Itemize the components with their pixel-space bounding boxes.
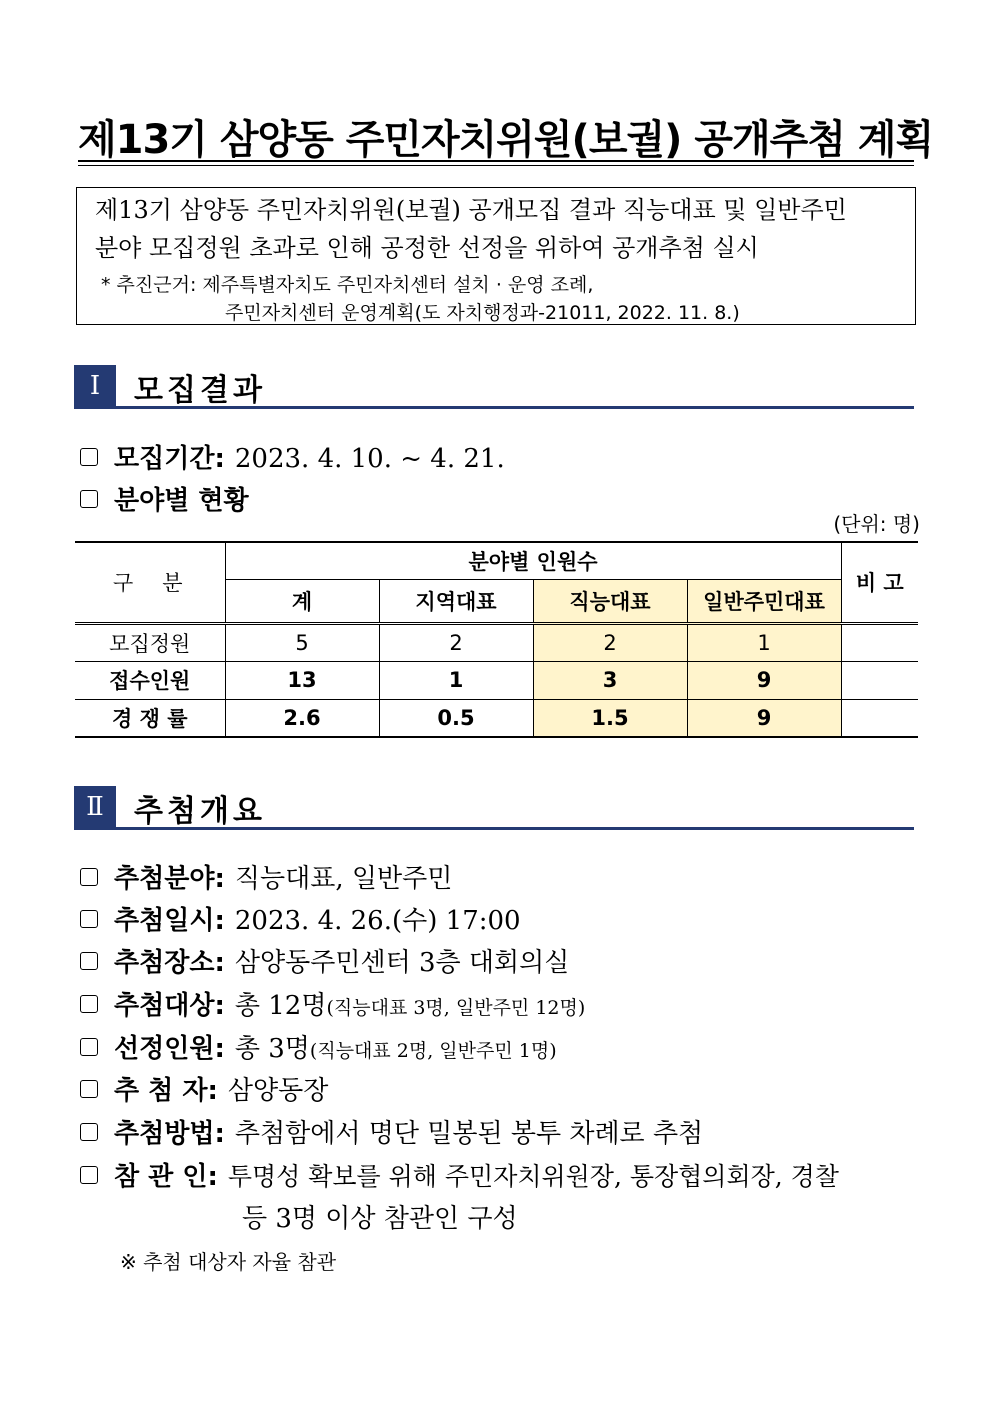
section-2-rule	[74, 827, 914, 830]
draw-item-value: 삼양동주민센터 3층 대회의실	[234, 948, 570, 978]
section-2-title: 추첨개요	[134, 794, 266, 829]
checkbox-square-icon	[80, 1038, 98, 1056]
draw-item-detail: (직능대표 2명, 일반주민 1명)	[309, 1040, 557, 1062]
checkbox-square-icon	[80, 995, 98, 1013]
row-ratio-label: 경 쟁 률	[75, 699, 225, 737]
summary-box	[76, 187, 916, 325]
page-title: 제13기 삼양동 주민자치위원(보궐) 공개추첨 계획	[78, 117, 934, 163]
table-cell: 13	[225, 661, 379, 699]
table-cell: 3	[533, 661, 687, 699]
draw-item-label: 참 관 인:	[114, 1162, 218, 1192]
summary-line-1: 제13기 삼양동 주민자치위원(보궐) 공개모집 결과 직능대표 및 일반주민	[95, 196, 847, 224]
header-general: 일반주민대표	[687, 579, 841, 623]
table-cell: 0.5	[379, 699, 533, 737]
recruit-result-table	[75, 541, 918, 738]
table-cell: 2.6	[225, 699, 379, 737]
draw-item	[80, 861, 452, 897]
recruit-period-row	[80, 441, 505, 477]
header-category: 구 분	[75, 542, 225, 623]
draw-item-label: 추첨장소:	[114, 948, 225, 978]
row-applicants-label: 접수인원	[75, 661, 225, 699]
table-cell: 9	[687, 661, 841, 699]
status-row	[80, 483, 249, 519]
table-cell: 5	[225, 623, 379, 661]
draw-item	[80, 1031, 557, 1069]
table-cell: 2	[533, 623, 687, 661]
draw-item-label: 추 첨 자:	[114, 1076, 218, 1106]
checkbox-square-icon	[80, 448, 98, 466]
draw-item	[80, 903, 521, 939]
summary-basis-note-cont: 주민자치센터 운영계획(도 자치행정과-21011, 2022. 11. 8.)	[225, 302, 740, 324]
draw-item-continuation	[242, 1201, 518, 1237]
table-cell: 1	[687, 623, 841, 661]
title-underline	[78, 160, 914, 162]
header-group: 분야별 인원수	[225, 542, 841, 579]
summary-line-2: 분야 모집정원 초과로 인해 공정한 선정을 위하여 공개추첨 실시	[95, 234, 759, 262]
table-cell: 2	[379, 623, 533, 661]
draw-item	[80, 945, 569, 981]
checkbox-square-icon	[80, 490, 98, 508]
section-1-numeral: Ⅰ	[74, 365, 116, 407]
title-underline-thin	[78, 165, 914, 166]
section-1-rule	[74, 406, 914, 409]
table-cell: 1.5	[533, 699, 687, 737]
row-quota-label: 모집정원	[75, 623, 225, 661]
header-total: 계	[225, 579, 379, 623]
header-region: 지역대표	[379, 579, 533, 623]
observer-note: ※ 추첨 대상자 자율 참관	[120, 1250, 337, 1274]
header-occupation: 직능대표	[533, 579, 687, 623]
checkbox-square-icon	[80, 1080, 98, 1098]
checkbox-square-icon	[80, 1123, 98, 1141]
draw-item-value: 총 12명	[234, 991, 327, 1021]
draw-item-value: 2023. 4. 26.(수) 17:00	[234, 906, 521, 936]
section-2-numeral: Ⅱ	[74, 786, 116, 828]
draw-item	[80, 988, 585, 1026]
table-cell-note	[841, 699, 918, 737]
draw-item-label: 추첨방법:	[114, 1119, 225, 1149]
draw-item-value: 삼양동장	[227, 1076, 329, 1106]
draw-item-label: 추첨대상:	[114, 991, 225, 1021]
draw-item	[80, 1159, 839, 1195]
checkbox-square-icon	[80, 952, 98, 970]
draw-item-value: 총 3명	[234, 1034, 310, 1064]
draw-item-label: 추첨분야:	[114, 864, 225, 894]
checkbox-square-icon	[80, 868, 98, 886]
draw-item	[80, 1073, 328, 1109]
checkbox-square-icon	[80, 1166, 98, 1184]
section-1-title: 모집결과	[134, 373, 266, 408]
checkbox-square-icon	[80, 910, 98, 928]
recruit-period-label: 모집기간:	[114, 444, 225, 474]
draw-item-detail: (직능대표 3명, 일반주민 12명)	[326, 997, 586, 1019]
draw-item-label: 선정인원:	[114, 1034, 225, 1064]
table-cell: 1	[379, 661, 533, 699]
observer-continuation: 등 3명 이상 참관인 구성	[242, 1204, 518, 1234]
header-note: 비 고	[841, 542, 918, 623]
table-cell: 9	[687, 699, 841, 737]
recruit-period-value: 2023. 4. 10. ~ 4. 21.	[234, 444, 505, 474]
draw-item	[80, 1116, 703, 1152]
table-cell-note	[841, 623, 918, 661]
status-label: 분야별 현황	[114, 486, 249, 516]
summary-basis-note: * 추진근거: 제주특별자치도 주민자치센터 설치 · 운영 조례,	[101, 274, 594, 296]
draw-item-value: 추첨함에서 명단 밀봉된 봉투 차례로 추첨	[234, 1119, 704, 1149]
draw-item-value: 투명성 확보를 위해 주민자치위원장, 통장협의회장, 경찰	[227, 1162, 839, 1191]
draw-item-label: 추첨일시:	[114, 906, 225, 936]
table-cell-note	[841, 661, 918, 699]
draw-item-value: 직능대표, 일반주민	[234, 864, 453, 894]
table-unit: (단위: 명)	[833, 512, 920, 536]
